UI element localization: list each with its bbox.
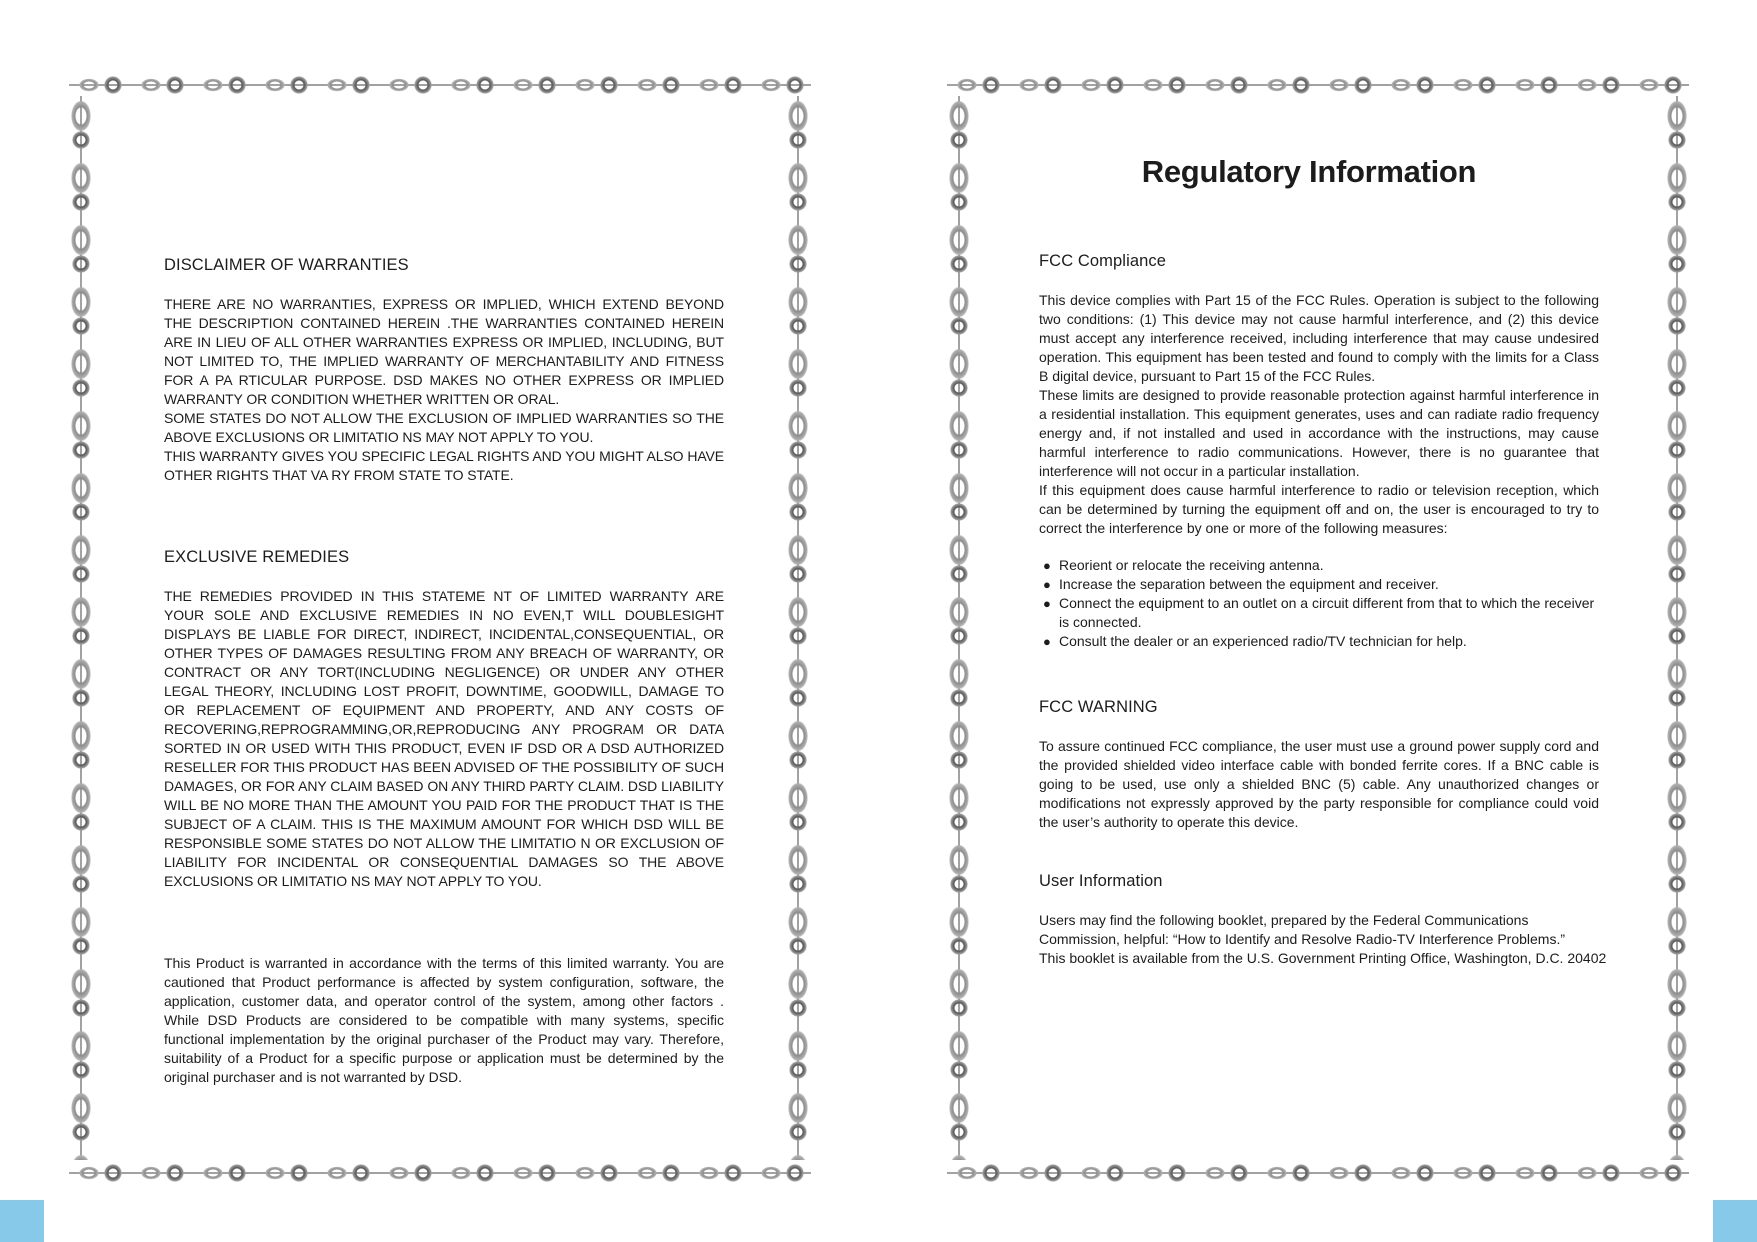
- interference-measures-list: [1039, 556, 1599, 651]
- list-item: [1043, 594, 1599, 632]
- page-title: Regulatory Information: [1141, 154, 1477, 189]
- bullet-icon: ●: [1043, 596, 1051, 611]
- ornamental-border-top: [69, 72, 811, 98]
- disclaimer-paragraph: THIS WARRANTY GIVES YOU SPECIFIC LEGAL RIGHTS AND YOU MIGHT ALSO HAVE OTHER RIGHTS THAT VA RY FROM STATE TO STATE.: [164, 448, 724, 483]
- ornamental-border-bottom: [69, 1160, 811, 1186]
- remedies-section: [164, 548, 724, 891]
- bullet-icon: ●: [1043, 558, 1051, 573]
- measure-text: Consult the dealer or an experienced radio/TV technician for help.: [1059, 633, 1467, 649]
- user-information-line: Commission, helpful: “How to Identify and Resolve Radio-TV Interference Problems.”: [1039, 931, 1565, 947]
- fcc-warning-heading: FCC WARNING: [1039, 698, 1158, 716]
- fcc-warning-paragraph: To assure continued FCC compliance, the user must use a ground power supply cord and the provided shielded video interface cable with bonded ferrite cores. If a BNC cable is going to be used, use only a shielded BNC (5) cable. Any unauthorized changes or modifications not expressly approved by the party responsible for compliance could void the user’s authority to operate this device.: [1039, 738, 1599, 830]
- disclaimer-paragraph: THERE ARE NO WARRANTIES, EXPRESS OR IMPLIED, WHICH EXTEND BEYOND THE DESCRIPTION CONTAINED HEREIN .THE WARRANTIES CONTAINED HEREIN ARE IN LIEU OF ALL OTHER WARRANTIES EXPRESS OR IMPLIED, INCLUDING, BUT NOT LIMITED TO, THE IMPLIED WARRANTY OF MERCHANTABILITY AND FITNESS FOR A PA RTICULAR PURPOSE. DSD MAKES NO OTHER EXPRESS OR IMPLIED WARRANTY OR CONDITION WHETHER WRITTEN OR ORAL.: [164, 296, 724, 407]
- user-information-line: Users may find the following booklet, prepared by the Federal Communications: [1039, 912, 1529, 928]
- ornamental-border-top: [947, 72, 1689, 98]
- ornamental-border-right: [786, 96, 810, 1160]
- product-note-paragraph: This Product is warranted in accordance with the terms of this limited warranty. You are cautioned that Product performance is affected by system configuration, software, the application, customer data, and operator control of the system, among other factors . While DSD Products are considered to be compatible with many systems, specific functional implementation by the original purchaser of the Product may vary. Therefore, suitability of a Product for a specific purpose or application must be determined by the original purchaser and is not warranted by DSD.: [164, 955, 724, 1085]
- ornamental-border-bottom: [947, 1160, 1689, 1186]
- bullet-icon: ●: [1043, 577, 1051, 592]
- list-item: [1043, 556, 1599, 575]
- ornamental-border-left: [69, 96, 93, 1160]
- list-item: [1043, 632, 1599, 651]
- fcc-compliance-paragraph: These limits are designed to provide reasonable protection against harmful interference in a residential installation. This equipment generates, uses and can radiate radio frequency energy and, if not installed and used in accordance with the instructions, may cause harmful interference to radio communications. However, there is no guarantee that interference will not occur in a particular installation.: [1039, 387, 1599, 479]
- disclaimer-section: [164, 256, 724, 485]
- user-information-line: This booklet is available from the U.S. Government Printing Office, Washington, D.C. 20402: [1039, 950, 1607, 966]
- measure-text: Reorient or relocate the receiving antenna.: [1059, 557, 1324, 573]
- right-page: [879, 0, 1757, 1242]
- product-note-section: [164, 954, 724, 1087]
- measure-text: Connect the equipment to an outlet on a circuit different from that to which the receiver is connected.: [1059, 595, 1595, 630]
- corner-tab-left: [0, 1200, 44, 1242]
- ornamental-border-right: [1665, 96, 1689, 1160]
- fcc-compliance-paragraph: This device complies with Part 15 of the FCC Rules. Operation is subject to the following two conditions: (1) This device may not cause harmful interference, and (2) this device must accept any interference received, including interference that may cause undesired operation. This equipment has been tested and found to comply with the limits for a Class B digital device, pursuant to Part 15 of the FCC Rules.: [1039, 292, 1599, 384]
- bullet-icon: ●: [1043, 634, 1051, 649]
- ornamental-border-left: [947, 96, 971, 1160]
- user-information-heading: User Information: [1039, 872, 1163, 890]
- remedies-heading: EXCLUSIVE REMEDIES: [164, 548, 350, 566]
- disclaimer-heading: DISCLAIMER OF WARRANTIES: [164, 256, 409, 274]
- fcc-compliance-paragraph: If this equipment does cause harmful interference to radio or television reception, which can be determined by turning the equipment off and on, the user is encouraged to try to correct the interference by one or more of the following measures:: [1039, 482, 1599, 536]
- regulatory-title-block: [979, 154, 1639, 189]
- fcc-compliance-section: [1039, 252, 1599, 651]
- left-page: [0, 0, 878, 1242]
- remedies-paragraph: THE REMEDIES PROVIDED IN THIS STATEME NT OF LIMITED WARRANTY ARE YOUR SOLE AND EXCLUSIVE REMEDIES IN NO EVEN,T WILL DOUBLESIGHT DISPLAYS BE LIABLE FOR DIRECT, INDIRECT, INCIDENTAL,CONSEQUENTIAL, OR OTHER TYPES OF DAMAGES RESULTING FROM ANY BREACH OF WARRANTY, OR CONTRACT OR ANY TORT(INCLUDING NEGLIGENCE) OR UNDER ANY OTHER LEGAL THEORY, INCLUDING LOST PROFIT, DOWNTIME, GOODWILL, DAMAGE TO OR REPLACEMENT OF EQUIPMENT AND PROPERTY, AND ANY COSTS OF RECOVERING,REPROGRAMMING,OR,REPRODUCING ANY PROGRAM OR DATA SORTED IN OR USED WITH THIS PRODUCT, EVEN IF DSD OR A DSD AUTHORIZED RESELLER FOR THIS PRODUCT HAS BEEN ADVISED OF THE POSSIBILITY OF SUCH DAMAGES, OR FOR ANY CLAIM BASED ON ANY THIRD PARTY CLAIM. DSD LIABILITY WILL BE NO MORE THAN THE AMOUNT YOU PAID FOR THE PRODUCT THAT IS THE SUBJECT OF A CLAIM. THIS IS THE MAXIMUM AMOUNT FOR WHICH DSD WILL BE RESPONSIBLE SOME STATES DO NOT ALLOW THE LIMITATIO N OR EXCLUSION OF LIABILITY FOR INCIDENTAL OR CONSEQUENTIAL DAMAGES SO THE ABOVE EXCLUSIONS OR LIMITATIO NS MAY NOT APPLY TO YOU.: [164, 588, 724, 889]
- user-information-section: [1039, 872, 1619, 968]
- corner-tab-right: [1713, 1200, 1757, 1242]
- measure-text: Increase the separation between the equipment and receiver.: [1059, 576, 1439, 592]
- list-item: [1043, 575, 1599, 594]
- fcc-compliance-heading: FCC Compliance: [1039, 252, 1167, 270]
- disclaimer-paragraph: SOME STATES DO NOT ALLOW THE EXCLUSION OF IMPLIED WARRANTIES SO THE ABOVE EXCLUSIONS OR LIMITATIO NS MAY NOT APPLY TO YOU.: [164, 410, 724, 445]
- fcc-warning-section: [1039, 698, 1599, 832]
